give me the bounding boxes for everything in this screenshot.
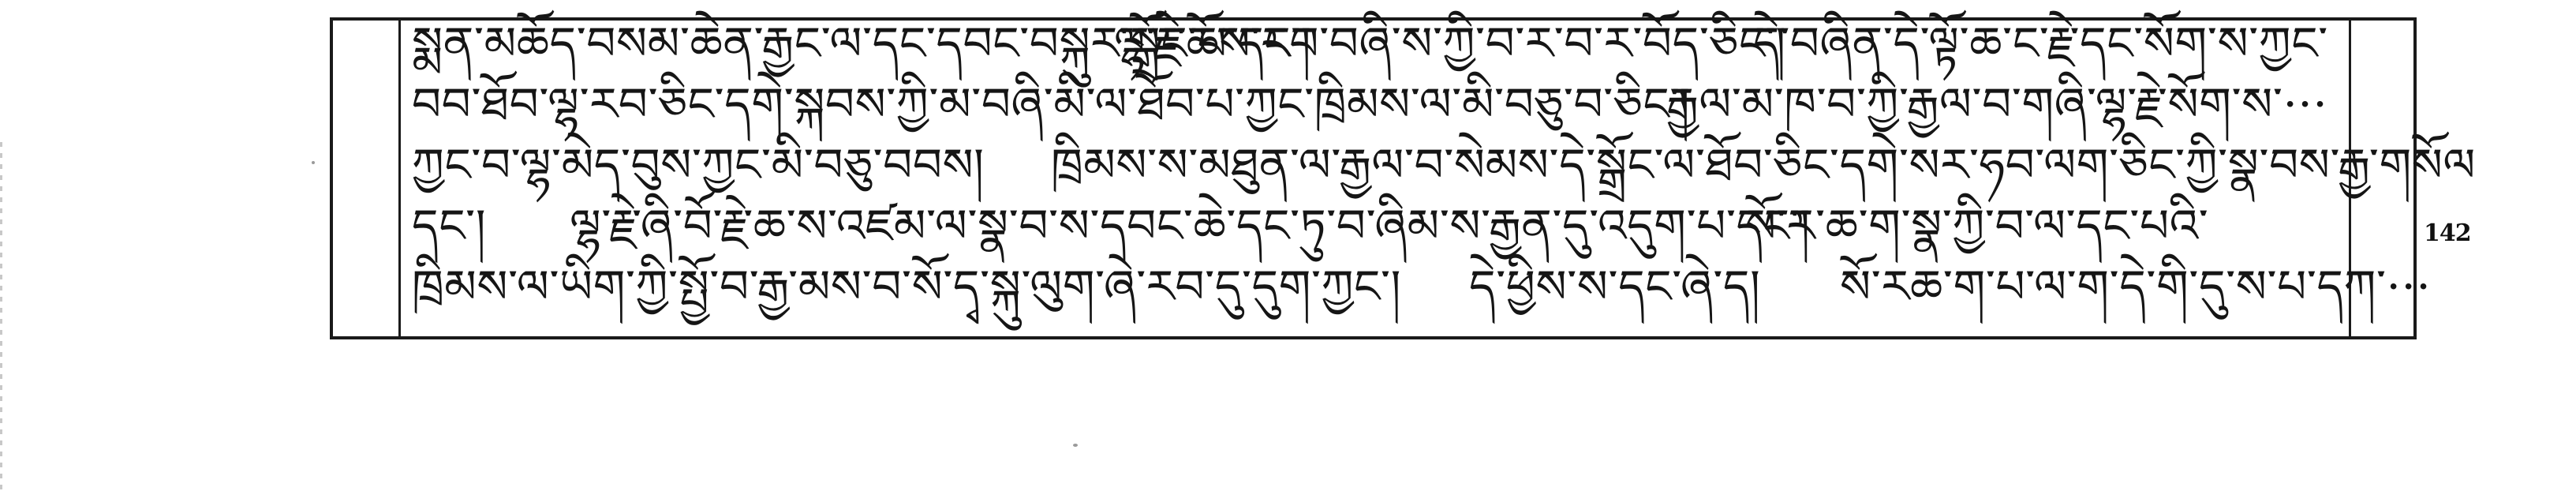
scan-edge-artifact [0,142,2,489]
line-1-segment: སྨན་མཆོད་བསམ་ཆེན་རྒྱང་ལ་དང་དབང་བསྐུར་སྒྲོང་པ་དང་། [412,16,1312,70]
line-5-segment: ཁྲིམས་ལ་ཡིག་ཀྱི་སྤྱོ་བ་རྒྱ་མས་བ་སོ་དྭ་སྐུ་ལུག་ཞེ་རབ་དུ་དུག་ཀྱང་། [412,259,1401,313]
line-3-segment: ཀྱང་བ་ལྷ་མེད་བུས་ཀྱང་མི་བཅུ་བབས། [412,137,985,192]
line-2-segment: རྒྱལ་མ་ཁ་བ་ཀྱི་རྒྱལ་བ་གཞི་ལྷ་རྗེ་སོག་ས་··· [1666,77,2328,131]
line-5-segment: སོ་རཆ་ག་པ་ལ་ག་དེ་གི་དུ་ས་པ་དཀ་··· [1840,259,2432,313]
left-margin-column [333,21,401,336]
line-2-segment: བབ་ཐོབ་ལྷ་རབ་ཅིང་དགེ་སྐབས་ཀྱི་མ་བཞི་མི་ལ་ཐོབ་པ་ཀྱང་ཁྲིམས་ལ་མི་བཅུ་བ་ཅིང་། [412,77,1691,131]
scan-speck [312,161,315,164]
line-4-segment: དང་། [412,198,487,253]
scan-speck [1073,444,1078,447]
folio-page-number: 142 [2424,219,2471,247]
line-3-segment: ཁྲིམས་ས་མཐུན་ལ་རྒྱལ་བ་སེམས་དེ་སྒྲོང་ལ་ཐོབ་ཅིང་དགེ་སར་ཧབ་ལག་ཅིང་ཀྱི་སྣ་བས་རྒྱ་གསོལ [1051,137,2476,192]
text-line-5 [412,259,2432,328]
line-4-segment: ལྷ་རྗེ་ཞི་བོ་རྗེ་ཆ་ས་འཛམ་ལ་སྣ་བ་ས་དབང་ཆེ་དང་ཏུ་བ་ཞིམ་ས་རྒྱན་དུ་འདུག་པ་དང་། [570,198,1811,253]
line-4-segment: སོ་ར་ཆ་ག་སྣ་ཀྱི་བ་ལ་དང་པའི་ [1745,198,2209,253]
line-1-segment: ལྷ་རྗེ་ཆོས་རབ་བཞི་ས་ཀྱི་བ་ར་བ་ར་བོད་ཅིང་། [1114,16,1786,70]
line-5-segment: དེ་ཕྱིས་ས་དང་ཞེ་ད། [1469,259,1761,313]
line-1-segment: དེ་བཞིན་དེ་ལྟོ་ཆ་ང་རྗེ་དང་སོག་ས་ཀྱང་ [1753,16,2328,70]
